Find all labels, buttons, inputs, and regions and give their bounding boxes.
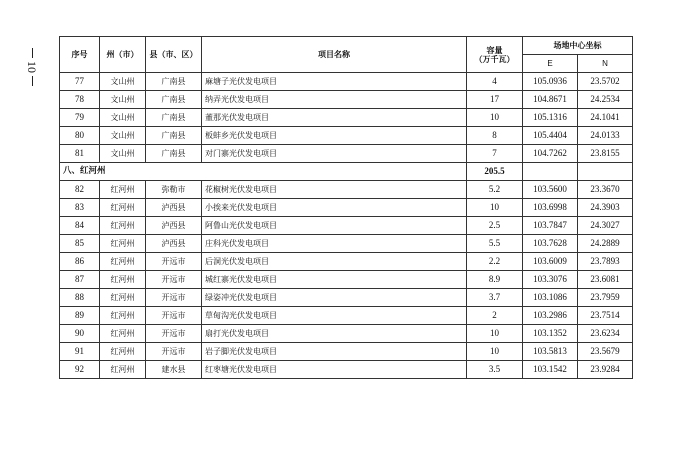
cell-coord-e: 103.7847	[523, 217, 578, 235]
cell-coord-n: 24.1041	[578, 109, 633, 127]
page-number-dash-bottom	[32, 76, 33, 86]
cell-capacity: 8	[467, 127, 523, 145]
header-project: 项目名称	[202, 37, 467, 73]
cell-seq: 82	[60, 181, 100, 199]
cell-capacity: 10	[467, 325, 523, 343]
section-empty-n	[578, 163, 633, 181]
cell-prefecture: 文山州	[100, 91, 146, 109]
cell-seq: 87	[60, 271, 100, 289]
table-row	[60, 109, 633, 127]
cell-coord-n: 24.3027	[578, 217, 633, 235]
header-prefecture: 州（市）	[100, 37, 146, 73]
cell-project-name: 董那光伏发电项目	[202, 109, 467, 127]
cell-seq: 77	[60, 73, 100, 91]
cell-capacity: 3.7	[467, 289, 523, 307]
header-coords: 场地中心坐标	[523, 37, 633, 55]
cell-capacity: 2	[467, 307, 523, 325]
cell-prefecture: 文山州	[100, 145, 146, 163]
cell-project-name: 小挨来光伏发电项目	[202, 199, 467, 217]
cell-seq: 88	[60, 289, 100, 307]
cell-coord-n: 24.3903	[578, 199, 633, 217]
cell-coord-e: 105.4404	[523, 127, 578, 145]
table-row	[60, 217, 633, 235]
cell-prefecture: 红河州	[100, 361, 146, 379]
cell-project-name: 板蚌乡光伏发电项目	[202, 127, 467, 145]
cell-prefecture: 文山州	[100, 127, 146, 145]
header-capacity-line1: 容量	[486, 45, 503, 55]
table-row	[60, 235, 633, 253]
cell-coord-e: 105.1316	[523, 109, 578, 127]
cell-seq: 92	[60, 361, 100, 379]
cell-coord-e: 103.7628	[523, 235, 578, 253]
cell-county: 泸西县	[146, 199, 202, 217]
cell-coord-n: 23.7514	[578, 307, 633, 325]
cell-coord-e: 105.0936	[523, 73, 578, 91]
page-number-text: 10	[25, 61, 39, 73]
project-table	[59, 36, 633, 379]
cell-project-name: 扇打光伏发电项目	[202, 325, 467, 343]
cell-prefecture: 文山州	[100, 73, 146, 91]
cell-seq: 86	[60, 253, 100, 271]
cell-coord-e: 103.1352	[523, 325, 578, 343]
header-county: 县（市、区）	[146, 37, 202, 73]
cell-coord-n: 23.7893	[578, 253, 633, 271]
cell-coord-e: 103.5813	[523, 343, 578, 361]
section-label: 八、红河州	[60, 163, 467, 181]
cell-coord-e: 103.6998	[523, 199, 578, 217]
cell-county: 弥勒市	[146, 181, 202, 199]
cell-prefecture: 红河州	[100, 199, 146, 217]
cell-prefecture: 红河州	[100, 307, 146, 325]
cell-coord-e: 103.1542	[523, 361, 578, 379]
cell-project-name: 红枣塘光伏发电项目	[202, 361, 467, 379]
table-row	[60, 325, 633, 343]
cell-project-name: 岩子脚光伏发电项目	[202, 343, 467, 361]
cell-county: 泸西县	[146, 235, 202, 253]
table-row	[60, 73, 633, 91]
table-row	[60, 199, 633, 217]
table-row	[60, 361, 633, 379]
table-row	[60, 181, 633, 199]
header-n: N	[578, 55, 633, 73]
cell-capacity: 5.2	[467, 181, 523, 199]
cell-coord-e: 103.1086	[523, 289, 578, 307]
cell-prefecture: 文山州	[100, 109, 146, 127]
cell-seq: 89	[60, 307, 100, 325]
cell-coord-n: 23.6081	[578, 271, 633, 289]
cell-capacity: 10	[467, 343, 523, 361]
table-row	[60, 127, 633, 145]
cell-coord-e: 103.2986	[523, 307, 578, 325]
cell-capacity: 17	[467, 91, 523, 109]
header-capacity-line2: （万千瓦）	[474, 54, 515, 64]
cell-project-name: 城红寨光伏发电项目	[202, 271, 467, 289]
cell-capacity: 3.5	[467, 361, 523, 379]
cell-prefecture: 红河州	[100, 235, 146, 253]
cell-county: 广南县	[146, 145, 202, 163]
cell-county: 广南县	[146, 73, 202, 91]
cell-coord-e: 103.3076	[523, 271, 578, 289]
cell-county: 开远市	[146, 325, 202, 343]
cell-seq: 83	[60, 199, 100, 217]
cell-capacity: 2.2	[467, 253, 523, 271]
cell-coord-n: 23.6234	[578, 325, 633, 343]
cell-coord-n: 23.9284	[578, 361, 633, 379]
cell-coord-n: 23.8155	[578, 145, 633, 163]
cell-county: 开远市	[146, 307, 202, 325]
cell-seq: 80	[60, 127, 100, 145]
cell-county: 广南县	[146, 127, 202, 145]
cell-county: 广南县	[146, 109, 202, 127]
section-empty-e	[523, 163, 578, 181]
cell-prefecture: 红河州	[100, 181, 146, 199]
cell-seq: 91	[60, 343, 100, 361]
cell-seq: 78	[60, 91, 100, 109]
cell-county: 开远市	[146, 343, 202, 361]
cell-project-name: 后洞光伏发电项目	[202, 253, 467, 271]
cell-project-name: 阿鲁山光伏发电项目	[202, 217, 467, 235]
page-number	[22, 48, 42, 86]
cell-capacity: 7	[467, 145, 523, 163]
table-row	[60, 343, 633, 361]
table-row	[60, 289, 633, 307]
cell-coord-n: 24.2534	[578, 91, 633, 109]
cell-capacity: 4	[467, 73, 523, 91]
cell-coord-e: 104.8671	[523, 91, 578, 109]
table-row	[60, 253, 633, 271]
cell-coord-n: 23.5679	[578, 343, 633, 361]
cell-project-name: 花椒树光伏发电项目	[202, 181, 467, 199]
table-row	[60, 145, 633, 163]
cell-seq: 90	[60, 325, 100, 343]
table-row	[60, 271, 633, 289]
page-number-dash-top	[32, 48, 33, 58]
cell-capacity: 2.5	[467, 217, 523, 235]
cell-county: 开远市	[146, 271, 202, 289]
cell-prefecture: 红河州	[100, 253, 146, 271]
cell-prefecture: 红河州	[100, 325, 146, 343]
section-total: 205.5	[467, 163, 523, 181]
cell-coord-n: 23.7959	[578, 289, 633, 307]
cell-prefecture: 红河州	[100, 217, 146, 235]
cell-project-name: 绿姿冲光伏发电项目	[202, 289, 467, 307]
cell-coord-e: 103.5600	[523, 181, 578, 199]
cell-prefecture: 红河州	[100, 271, 146, 289]
cell-coord-n: 23.3670	[578, 181, 633, 199]
header-e: E	[523, 55, 578, 73]
cell-prefecture: 红河州	[100, 289, 146, 307]
cell-seq: 81	[60, 145, 100, 163]
cell-seq: 85	[60, 235, 100, 253]
cell-coord-e: 103.6009	[523, 253, 578, 271]
cell-project-name: 麻塘子光伏发电项目	[202, 73, 467, 91]
cell-coord-n: 24.2889	[578, 235, 633, 253]
cell-project-name: 庄科光伏发电项目	[202, 235, 467, 253]
cell-coord-n: 24.0133	[578, 127, 633, 145]
cell-seq: 79	[60, 109, 100, 127]
cell-seq: 84	[60, 217, 100, 235]
cell-project-name: 草甸沟光伏发电项目	[202, 307, 467, 325]
cell-coord-n: 23.5702	[578, 73, 633, 91]
cell-county: 泸西县	[146, 217, 202, 235]
header-capacity	[467, 37, 523, 73]
cell-county: 开远市	[146, 289, 202, 307]
cell-county: 广南县	[146, 91, 202, 109]
cell-project-name: 纳弄光伏发电项目	[202, 91, 467, 109]
cell-county: 建水县	[146, 361, 202, 379]
table-row	[60, 91, 633, 109]
cell-county: 开远市	[146, 253, 202, 271]
cell-project-name: 对门寨光伏发电项目	[202, 145, 467, 163]
cell-capacity: 8.9	[467, 271, 523, 289]
cell-coord-e: 104.7262	[523, 145, 578, 163]
header-seq: 序号	[60, 37, 100, 73]
cell-capacity: 5.5	[467, 235, 523, 253]
cell-capacity: 10	[467, 199, 523, 217]
cell-capacity: 10	[467, 109, 523, 127]
table-row	[60, 307, 633, 325]
cell-prefecture: 红河州	[100, 343, 146, 361]
section-row	[60, 163, 633, 181]
